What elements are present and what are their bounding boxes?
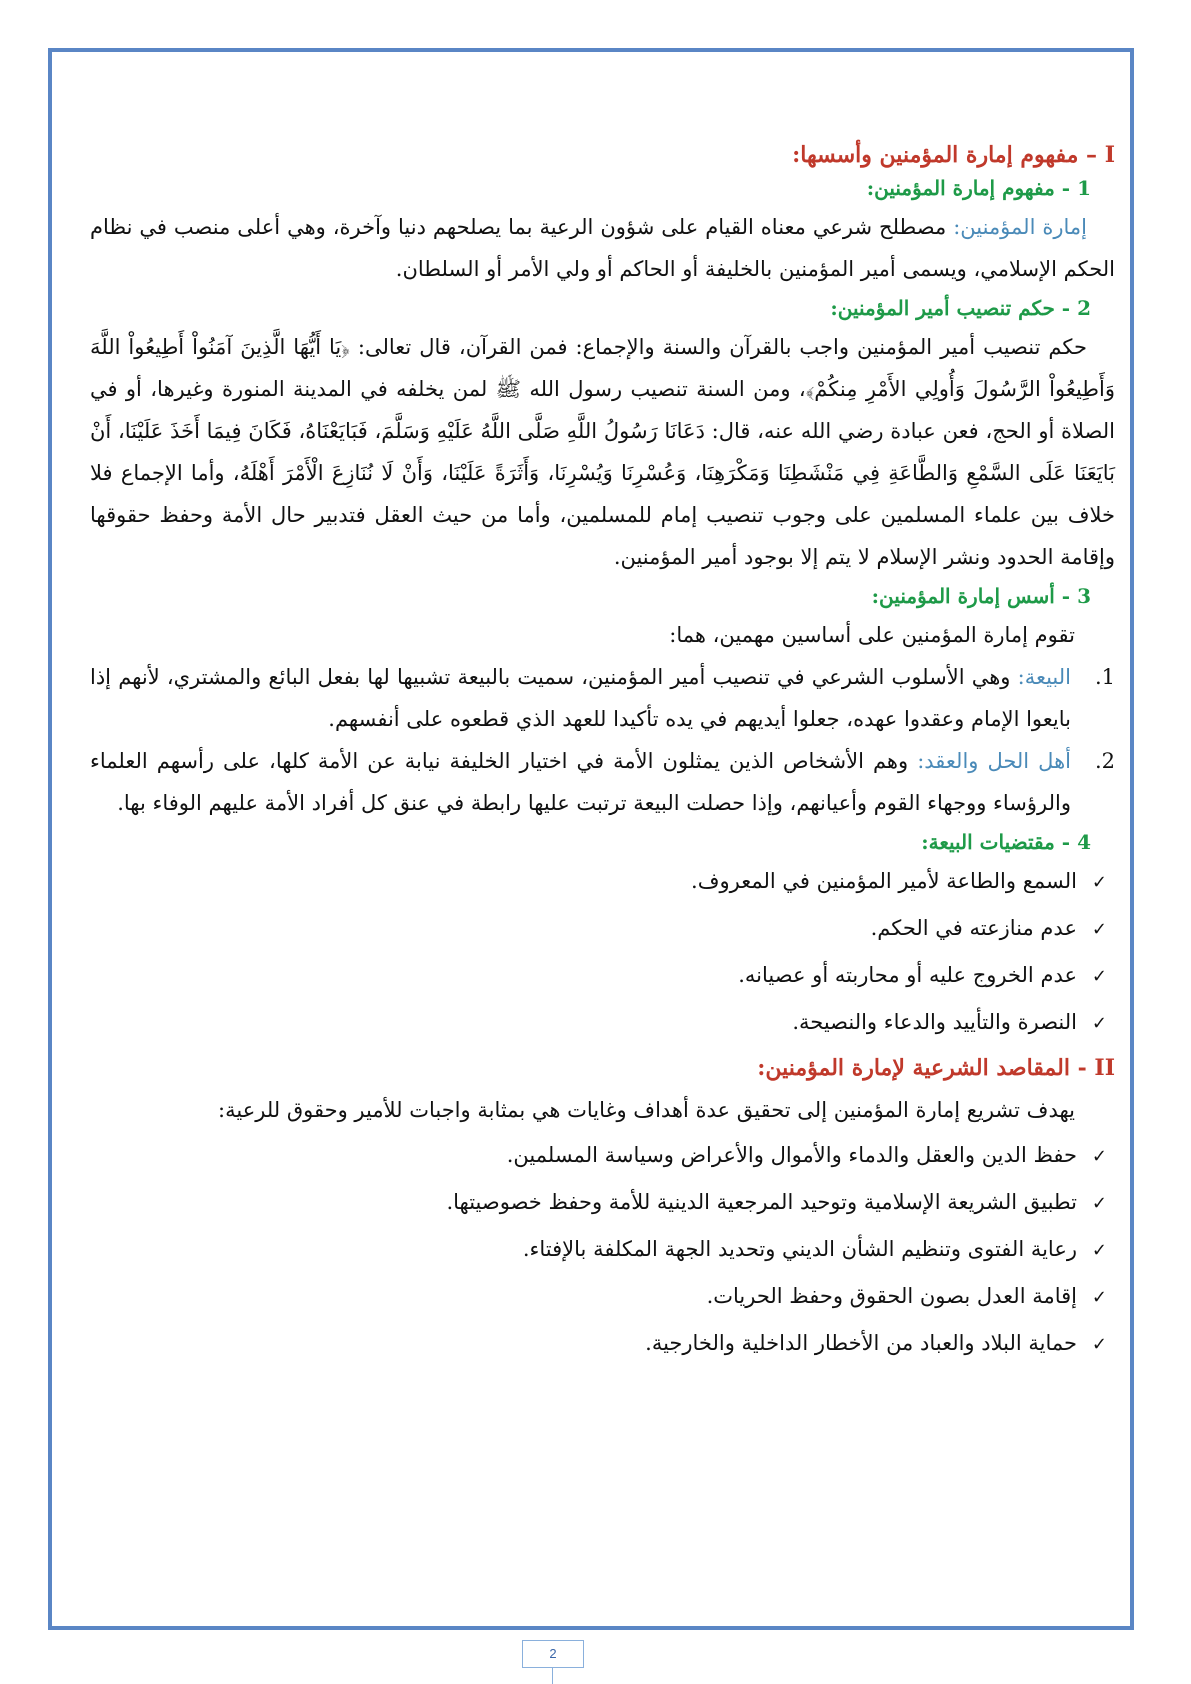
item-text: وهم الأشخاص الذين يمثلون الأمة في اختيار الخليفة نيابة عن الأمة كلها، على رأسهم العلماء والرؤساء ووجهاء القوم وأعيانهم، وإذا حصلت البيعة ترتبت عليها رابطة في عنق كل أفراد الأمة عليهم الوفاء بها. (90, 749, 1071, 815)
section2-heading: II - المقاصد الشرعية لإمارة المؤمنين: (757, 1055, 1115, 1081)
check-icon: ✓ (1091, 1287, 1107, 1308)
list-item: ✓حفظ الدين والعقل والدماء والأموال والأعراض وسياسة المسلمين. (90, 1134, 1115, 1178)
objectives-list (90, 1134, 1115, 1366)
item-number: 1. (1094, 665, 1115, 689)
term-imarat-al-muminin: إمارة المؤمنين: (953, 215, 1087, 239)
list-item: ✓رعاية الفتوى وتنظيم الشأن الديني وتحديد الجهة المكلفة بالإفتاء. (90, 1228, 1115, 1272)
sub1-text: مصطلح شرعي معناه القيام على شؤون الرعية بما يصلحهم دنيا وآخرة، وهي أعلى منصب في نظام الحكم الإسلامي، ويسمى أمير المؤمنين بالخليفة أو الحاكم أو ولي الأمر أو السلطان. (90, 215, 1115, 281)
list-item: ✓عدم منازعته في الحكم. (90, 907, 1115, 951)
term-ahl-al-hall: أهل الحل والعقد: (917, 749, 1071, 773)
sub4-heading: 4 - مقتضيات البيعة: (921, 830, 1091, 854)
item-text: وهي الأسلوب الشرعي في تنصيب أمير المؤمنين، سميت بالبيعة تشبيها لها بفعل البائع والمشتري، لأنهم إذا بايعوا الإمام وعقدوا عهده، جعلوا أيديهم في يده تأكيدا للعهد الذي قطعوه على أنفسهم. (90, 665, 1071, 731)
item-number: 2. (1094, 749, 1115, 773)
page-number: 2 (522, 1640, 584, 1668)
check-icon: ✓ (1091, 1146, 1107, 1167)
check-icon: ✓ (1091, 966, 1107, 987)
sub1-paragraph (90, 206, 1115, 290)
check-icon: ✓ (1091, 919, 1107, 940)
sub3-intro: تقوم إمارة المؤمنين على أساسين مهمين، هما: (669, 623, 1075, 647)
check-icon: ✓ (1091, 1193, 1107, 1214)
section1-heading: I – مفهوم إمارة المؤمنين وأسسها: (792, 142, 1115, 168)
sub2-paragraph: حكم تنصيب أمير المؤمنين واجب بالقرآن والسنة والإجماع: فمن القرآن، قال تعالى: ﴿يَا أَيُّهَا الَّذِينَ آمَنُواْ أَطِيعُواْ اللَّهَ وَأَطِيعُواْ الرَّسُولَ وَأُولِي الأَمْرِ مِنكُمْ﴾، ومن السنة تنصيب رسول الله ﷺ لمن يخلفه في المدينة المنورة وغيرها، أو في الصلاة أو الحج، فعن عبادة رضي الله عنه، قال: دَعَانَا رَسُولُ اللَّهِ صَلَّى اللَّهُ عَلَيْهِ وَسَلَّمَ، فَبَايَعْنَاهُ، فَكَانَ فِيمَا أَخَذَ عَلَيْنَا، أَنْ بَايَعَنَا عَلَى السَّمْعِ وَالطَّاعَةِ فِي مَنْشَطِنَا وَمَكْرَهِنَا، وَعُسْرِنَا وَيُسْرِنَا، وَأَثَرَةً عَلَيْنَا، وَأَنْ لَا نُنَازِعَ الْأَمْرَ أَهْلَهُ، وأما الإجماع فلا خلاف بين علماء المسلمين على وجوب تنصيب إمام للمسلمين، وأما من حيث العقل فتدبير حال الأمة وحفظ حقوقها وإقامة الحدود ونشر الإسلام لا يتم إلا بوجود أمير المؤمنين. (90, 335, 1115, 569)
list-item: ✓تطبيق الشريعة الإسلامية وتوحيد المرجعية الدينية للأمة وحفظ خصوصيتها. (90, 1181, 1115, 1225)
check-icon: ✓ (1091, 1013, 1107, 1034)
list-item: ✓النصرة والتأييد والدعاء والنصيحة. (90, 1001, 1115, 1045)
list-item: ✓حماية البلاد والعباد من الأخطار الداخلية والخارجية. (90, 1322, 1115, 1366)
section2-intro: يهدف تشريع إمارة المؤمنين إلى تحقيق عدة أهداف وغايات هي بمثابة واجبات للأمير وحقوق للرعية: (218, 1098, 1075, 1122)
term-bayaa: البيعة: (1017, 665, 1071, 689)
bayaa-requirements-list (90, 860, 1115, 1045)
sub1-heading: 1 - مفهوم إمارة المؤمنين: (866, 176, 1091, 200)
check-icon: ✓ (1091, 1334, 1107, 1355)
sub3-heading: 3 - أسس إمارة المؤمنين: (871, 584, 1091, 608)
list-item: ✓السمع والطاعة لأمير المؤمنين في المعروف. (90, 860, 1115, 904)
list-item: ✓عدم الخروج عليه أو محاربته أو عصيانه. (90, 954, 1115, 998)
list-item: ✓إقامة العدل بصون الحقوق وحفظ الحريات. (90, 1275, 1115, 1319)
page-number-connector (552, 1668, 553, 1684)
document-body (90, 132, 1115, 1369)
numbered-item-bayaa (90, 656, 1115, 740)
check-icon: ✓ (1091, 1240, 1107, 1261)
numbered-item-ahl-al-hall (90, 740, 1115, 824)
check-icon: ✓ (1091, 872, 1107, 893)
sub2-heading: 2 - حكم تنصيب أمير المؤمنين: (830, 296, 1091, 320)
